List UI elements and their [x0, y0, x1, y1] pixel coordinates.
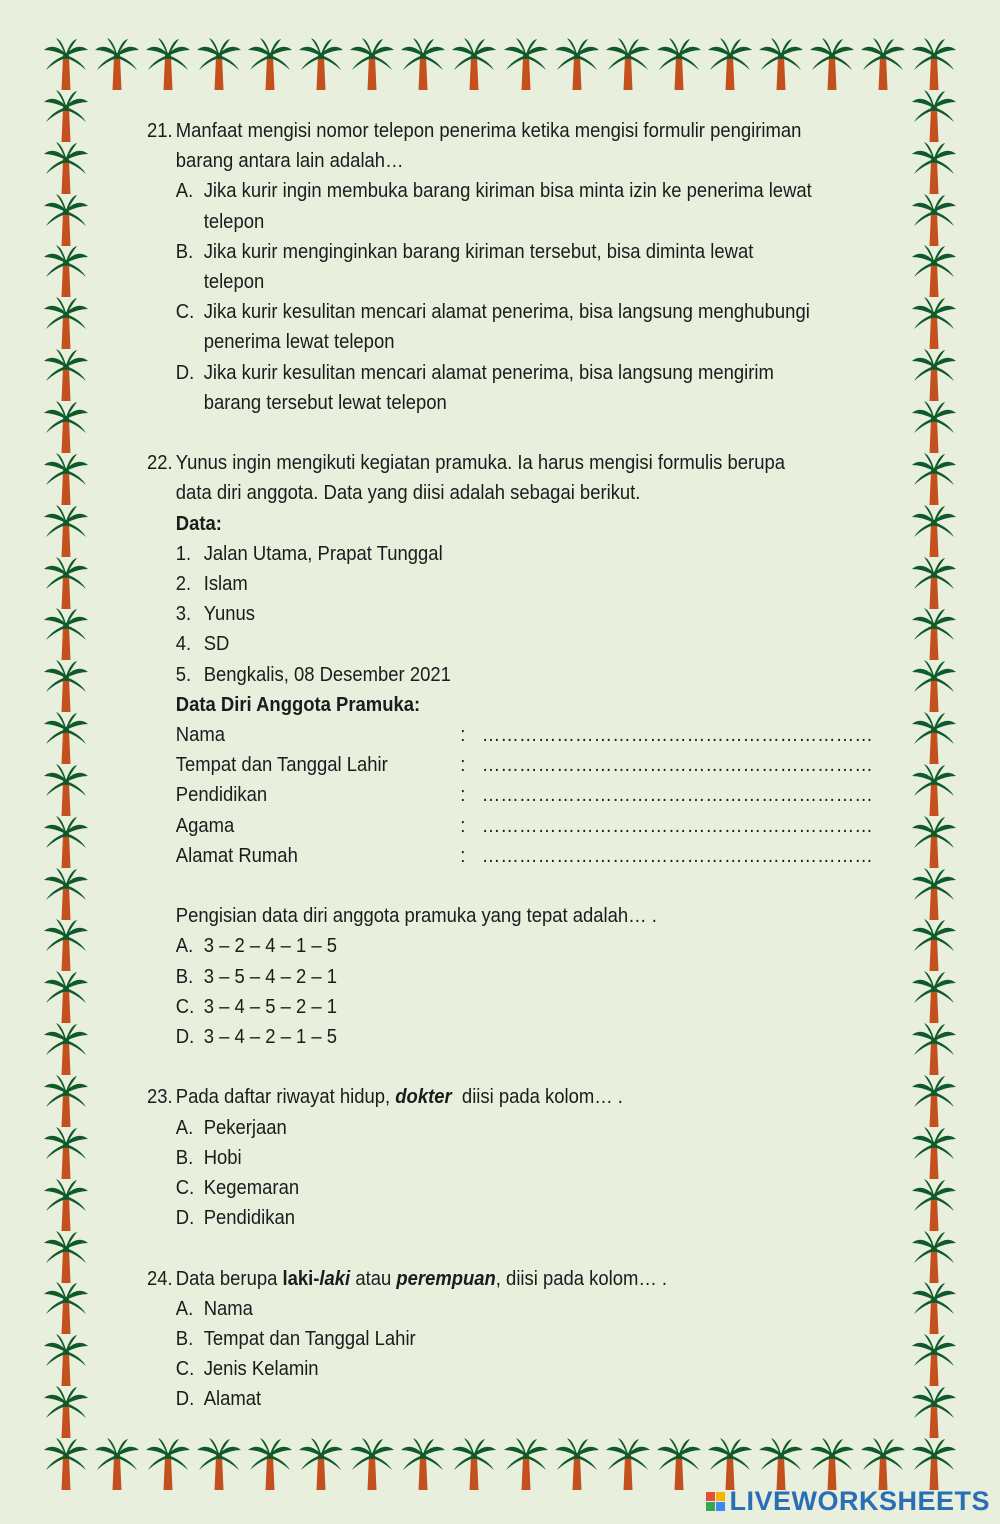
- palm-tree-icon: [810, 1438, 854, 1490]
- data-heading: Data:: [175, 511, 222, 535]
- data-item: 1. Jalan Utama, Prapat Tunggal: [175, 541, 443, 565]
- palm-tree-icon: [350, 1438, 394, 1490]
- palm-tree-icon: [912, 1127, 956, 1179]
- palm-tree-icon: [912, 1386, 956, 1438]
- palm-tree-icon: [299, 1438, 343, 1490]
- palm-tree-icon: [44, 971, 88, 1023]
- question-stem: Data berupa laki-laki atau perempuan, diisi pada kolom… .: [175, 1266, 668, 1290]
- answer-option-b[interactable]: B. Hobi: [175, 1145, 242, 1169]
- question-number: 23.: [147, 1085, 173, 1109]
- form-row-pendidikan: Pendidikan : ………………………………………………………: [147, 780, 813, 810]
- answer-option-a[interactable]: A. Nama: [175, 1296, 253, 1320]
- palm-tree-icon: [299, 38, 343, 90]
- palm-tree-icon: [44, 919, 88, 971]
- palm-tree-icon: [912, 608, 956, 660]
- palm-tree-icon: [708, 38, 752, 90]
- palm-tree-icon: [912, 1334, 956, 1386]
- palm-tree-icon: [912, 245, 956, 297]
- palm-tree-icon: [912, 38, 956, 90]
- form-row-alamat: Alamat Rumah : ………………………………………………………: [147, 841, 813, 871]
- palm-tree-icon: [912, 557, 956, 609]
- question-stem: Yunus ingin mengikuti kegiatan pramuka. Ia harus mengisi formulis berupa data diri anggota. Data yang diisi adalah sebagai berikut.: [175, 451, 785, 505]
- answer-option-d[interactable]: D. Alamat: [175, 1387, 262, 1411]
- palm-tree-icon: [350, 38, 394, 90]
- palm-tree-icon: [912, 142, 956, 194]
- palm-tree-icon: [912, 1179, 956, 1231]
- palm-tree-icon: [912, 816, 956, 868]
- palm-tree-icon: [44, 1231, 88, 1283]
- form-field-label: Pendidikan: [175, 783, 268, 807]
- data-item: 5. Bengkalis, 08 Desember 2021: [175, 662, 451, 686]
- palm-tree-icon: [146, 1438, 190, 1490]
- palm-tree-icon: [44, 557, 88, 609]
- question-prompt: Pengisian data diri anggota pramuka yang tepat adalah… .: [175, 904, 657, 928]
- question-stem: Manfaat mengisi nomor telepon penerima ketika mengisi formulir pengiriman barang antara lain adalah…: [175, 119, 802, 173]
- question-number: 24.: [147, 1266, 173, 1290]
- answer-option-a[interactable]: A. Jika kurir ingin membuka barang kiriman bisa minta izin ke penerima lewat telepon: [175, 179, 812, 233]
- form-row-agama: Agama : ………………………………………………………: [147, 811, 813, 841]
- palm-tree-icon: [44, 90, 88, 142]
- palm-tree-icon: [912, 660, 956, 712]
- answer-option-d[interactable]: D. 3 – 4 – 2 – 1 – 5: [175, 1024, 338, 1048]
- liveworksheets-branding[interactable]: [706, 1484, 990, 1518]
- palm-tree-icon: [44, 38, 88, 90]
- question-21: [147, 116, 813, 418]
- palm-tree-icon: [452, 38, 496, 90]
- palm-tree-icon: [606, 1438, 650, 1490]
- question-23: [147, 1082, 813, 1233]
- liveworksheets-logo-icon: [706, 1492, 725, 1511]
- question-24: [147, 1264, 813, 1415]
- palm-tree-icon: [555, 1438, 599, 1490]
- form-blank: ………………………………………………………: [481, 723, 874, 747]
- palm-tree-icon: [759, 1438, 803, 1490]
- palm-tree-icon: [555, 38, 599, 90]
- answer-option-d[interactable]: D. Pendidikan: [175, 1206, 296, 1230]
- palm-tree-icon: [44, 608, 88, 660]
- palm-tree-icon: [44, 297, 88, 349]
- form-blank: ………………………………………………………: [481, 813, 874, 837]
- palm-tree-icon: [912, 971, 956, 1023]
- palm-tree-icon: [401, 38, 445, 90]
- palm-tree-icon: [912, 90, 956, 142]
- answer-option-b[interactable]: B. 3 – 5 – 4 – 2 – 1: [175, 964, 338, 988]
- palm-tree-icon: [44, 1075, 88, 1127]
- form-blank: ………………………………………………………: [481, 753, 874, 777]
- palm-tree-icon: [452, 1438, 496, 1490]
- answer-option-b[interactable]: B. Jika kurir menginginkan barang kiriman tersebut, bisa diminta lewat telepon: [175, 239, 754, 294]
- palm-tree-icon: [197, 1438, 241, 1490]
- palm-tree-icon: [912, 919, 956, 971]
- brand-name: LIVEWORKSHEETS: [729, 1485, 990, 1516]
- palm-tree-icon: [44, 1023, 88, 1075]
- palm-tree-icon: [248, 38, 292, 90]
- form-heading: Data Diri Anggota Pramuka:: [175, 692, 421, 716]
- form-blank: ………………………………………………………: [481, 843, 874, 867]
- question-22: [147, 448, 874, 1052]
- answer-option-a[interactable]: A. Pekerjaan: [175, 1115, 287, 1139]
- palm-tree-icon: [912, 194, 956, 246]
- form-blank: ………………………………………………………: [481, 783, 874, 807]
- palm-tree-icon: [44, 1438, 88, 1490]
- palm-tree-icon: [44, 1179, 88, 1231]
- palm-tree-icon: [912, 712, 956, 764]
- palm-tree-icon: [912, 1023, 956, 1075]
- palm-tree-icon: [861, 1438, 905, 1490]
- palm-tree-icon: [44, 505, 88, 557]
- palm-tree-icon: [912, 764, 956, 816]
- palm-tree-icon: [95, 1438, 139, 1490]
- palm-tree-icon: [912, 1075, 956, 1127]
- question-number: 22.: [147, 451, 173, 475]
- question-number: 21.: [147, 119, 173, 142]
- form-field-label: Alamat Rumah: [175, 843, 298, 867]
- palm-tree-icon: [912, 453, 956, 505]
- palm-tree-icon: [146, 38, 190, 90]
- form-field-label: Nama: [175, 723, 226, 747]
- answer-option-b[interactable]: B. Tempat dan Tanggal Lahir: [175, 1326, 416, 1350]
- palm-tree-icon: [504, 1438, 548, 1490]
- palm-tree-icon: [44, 1127, 88, 1179]
- palm-tree-icon: [44, 245, 88, 297]
- palm-tree-icon: [861, 38, 905, 90]
- answer-option-c[interactable]: C. 3 – 4 – 5 – 2 – 1: [175, 994, 338, 1018]
- palm-tree-icon: [44, 349, 88, 401]
- palm-tree-icon: [248, 1438, 292, 1490]
- palm-tree-icon: [912, 1282, 956, 1334]
- palm-tree-icon: [95, 38, 139, 90]
- form-field-label: Tempat dan Tanggal Lahir: [175, 753, 388, 777]
- question-stem: Pada daftar riwayat hidup, dokter diisi pada kolom… .: [175, 1085, 623, 1109]
- palm-tree-icon: [44, 816, 88, 868]
- palm-tree-icon: [197, 38, 241, 90]
- palm-tree-icon: [912, 401, 956, 453]
- worksheet-content: [147, 116, 874, 1415]
- form-field-label: Agama: [175, 813, 235, 837]
- answer-option-c[interactable]: C. Kegemaran: [175, 1175, 300, 1199]
- palm-tree-icon: [44, 194, 88, 246]
- palm-tree-icon: [759, 38, 803, 90]
- answer-option-c[interactable]: C. Jika kurir kesulitan mencari alamat penerima, bisa langsung menghubungi penerima lewat telepon: [175, 300, 810, 354]
- palm-tree-icon: [44, 453, 88, 505]
- palm-tree-icon: [44, 142, 88, 194]
- palm-tree-icon: [606, 38, 650, 90]
- data-item: 3. Yunus: [175, 602, 255, 626]
- data-item: 4. SD: [175, 632, 230, 656]
- palm-tree-icon: [44, 1282, 88, 1334]
- palm-tree-icon: [44, 1334, 88, 1386]
- form-row-nama: Nama : ………………………………………………………: [147, 720, 813, 750]
- palm-tree-icon: [912, 868, 956, 920]
- palm-tree-icon: [657, 1438, 701, 1490]
- palm-tree-icon: [504, 38, 548, 90]
- data-item: 2. Islam: [175, 572, 248, 596]
- answer-option-a[interactable]: A. 3 – 2 – 4 – 1 – 5: [175, 934, 338, 958]
- palm-tree-icon: [44, 401, 88, 453]
- palm-tree-icon: [657, 38, 701, 90]
- palm-tree-icon: [912, 505, 956, 557]
- palm-tree-icon: [708, 1438, 752, 1490]
- form-row-ttl: Tempat dan Tanggal Lahir : ………………………………………………………: [147, 750, 813, 780]
- palm-tree-icon: [44, 1386, 88, 1438]
- palm-tree-icon: [44, 764, 88, 816]
- answer-option-c[interactable]: C. Jenis Kelamin: [175, 1357, 319, 1381]
- palm-tree-icon: [44, 868, 88, 920]
- palm-tree-icon: [44, 660, 88, 712]
- palm-tree-icon: [810, 38, 854, 90]
- palm-tree-icon: [44, 712, 88, 764]
- palm-tree-icon: [912, 1231, 956, 1283]
- palm-tree-icon: [401, 1438, 445, 1490]
- palm-tree-icon: [912, 349, 956, 401]
- palm-tree-icon: [912, 1438, 956, 1490]
- answer-option-d[interactable]: D. Jika kurir kesulitan mencari alamat penerima, bisa langsung mengirim barang tersebut lewat telepon: [175, 360, 774, 414]
- palm-tree-icon: [912, 297, 956, 349]
